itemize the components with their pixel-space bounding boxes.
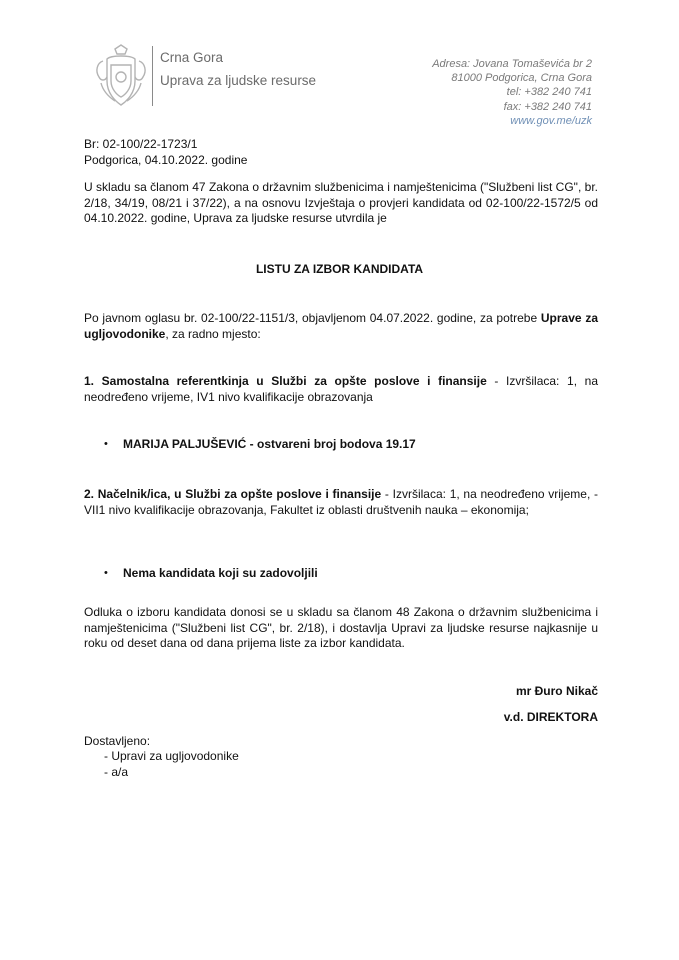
reference-number: Br: 02-100/22-1723/1: [84, 137, 198, 151]
signatory-role: v.d. DIREKTORA: [503, 710, 598, 724]
announcement-org: Uprave za ugljovodonike: [84, 311, 598, 341]
decision-paragraph: Odluka o izboru kandidata donosi se u skladu sa članom 48 Zakona o državnim službenicima i namještenicima ("Službeni list CG", br. 2/18), i dostavlja Upravi za ljudske resurse najkasnije u roku od deset dana od dana prijema liste za izbor kandidata.: [84, 605, 598, 651]
bullet-icon: •: [104, 438, 108, 450]
position-1-title: 1. Samostalna referentkinja u Službi za opšte poslove i finansije: [84, 374, 487, 388]
announcement-suffix: , za radno mjesto:: [165, 326, 261, 341]
delivered-item: - Upravi za ugljovodonike: [104, 749, 239, 763]
intro-paragraph: U skladu sa članom 47 Zakona o državnim službenicima i namještenicima ("Službeni list CG", br. 2/18, 34/19, 08/21 i 37/22), a na osnovu Izvještaja o provjeri kandidata od 02-100/22-1572/5 od 04.10.2022. godine, Uprava za ljudske resurse utvrdila je: [84, 180, 598, 226]
address-tel: tel: +382 240 741: [506, 86, 592, 99]
coat-of-arms-logo: [93, 43, 149, 109]
bullet-icon: •: [104, 567, 108, 579]
address-fax: fax: +382 240 741: [503, 100, 592, 113]
position-1-details: - Izvršilaca: 1, na neodređeno vrijeme, IV1 nivo kvalifikacije obrazovanja: [84, 374, 598, 404]
signatory-name: mr Đuro Nikač: [515, 684, 598, 698]
position-1: [84, 374, 598, 405]
address-city: 81000 Podgorica, Crna Gora: [451, 72, 592, 85]
header-divider: [152, 46, 153, 106]
org-country: Crna Gora: [160, 50, 224, 65]
document-title: LISTU ZA IZBOR KANDIDATA: [255, 262, 424, 276]
position-2-title: 2. Načelnik/ica, u Službi za opšte poslove i finansije: [84, 487, 382, 501]
position-2: [84, 487, 598, 518]
address-web-link[interactable]: www.gov.me/uzk: [510, 114, 592, 127]
position-1-result: MARIJA PALJUŠEVIĆ - ostvareni broj bodova 19.17: [123, 437, 416, 451]
delivered-label: Dostavljeno:: [84, 734, 151, 748]
announcement-paragraph: [84, 311, 598, 342]
position-2-details: - Izvršilaca: 1, na neodređeno vrijeme, - VII1 nivo kvalifikacije obrazovanja, Fakultet iz oblasti društvenih nauka – ekonomija;: [84, 487, 598, 517]
org-name: Uprava za ljudske resurse: [160, 73, 317, 88]
address-block: [432, 57, 592, 128]
position-2-result: Nema kandidata koji su zadovoljili: [123, 566, 318, 580]
delivered-item: - a/a: [104, 765, 129, 779]
address-street: Adresa: Jovana Tomaševića br 2: [432, 58, 592, 70]
announcement-text: Po javnom oglasu br. 02-100/22-1151/3, objavljenom 04.07.2022. godine, za potrebe: [84, 311, 538, 325]
place-date: Podgorica, 04.10.2022. godine: [84, 153, 248, 167]
